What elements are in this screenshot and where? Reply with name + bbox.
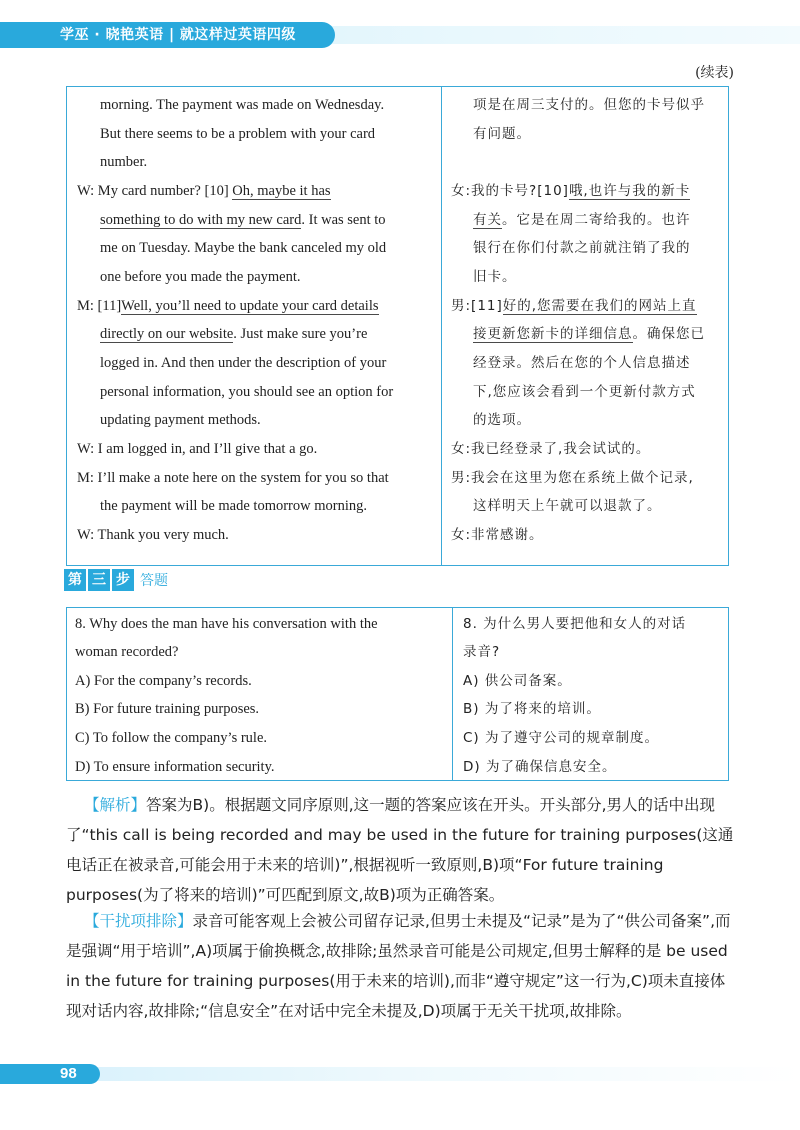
transcript-en-line-text: But there seems to be a problem with your card xyxy=(100,126,376,142)
question-stem-cn: 录音? xyxy=(463,644,501,660)
analysis-paragraph xyxy=(66,790,736,910)
transcript-en-line xyxy=(100,152,147,172)
transcript-en-line xyxy=(100,410,261,430)
question-stem-en: 8. Why does the man have his conversation with the xyxy=(75,616,378,632)
transcript-cn-line-text: 经登录。然后在您的个人信息描述 xyxy=(473,355,691,371)
transcript-en-line xyxy=(100,95,384,115)
book-title: 学巫 · 晓艳英语 | 就这样过英语四级 xyxy=(0,22,335,48)
transcript-cn-line-text: 银行在你们付款之前就注销了我的 xyxy=(473,240,691,256)
transcript-en-line xyxy=(100,238,386,258)
step-label: 答题 xyxy=(140,573,168,589)
transcript-cn-line-text: 旧卡。 xyxy=(473,269,517,285)
transcript-cn-line xyxy=(473,210,691,230)
transcript-en-line xyxy=(77,181,331,201)
transcript-table xyxy=(66,86,729,566)
transcript-cn-line-text: 哦,也许与我的新卡 xyxy=(568,183,691,199)
continued-label: (续表) xyxy=(695,65,734,81)
transcript-en-line xyxy=(100,324,367,344)
answer-option-cn: A) 供公司备案。 xyxy=(463,673,572,689)
transcript-cn-line xyxy=(451,439,650,459)
page-number: 98 xyxy=(0,1064,100,1084)
transcript-cn-line-text: 接更新您新卡的详细信息 xyxy=(473,326,633,342)
step-char: 三 xyxy=(88,569,110,591)
transcript-en-line xyxy=(100,124,375,144)
transcript-en-line-text: morning. The payment was made on Wednesday. xyxy=(100,97,385,113)
transcript-cn-line-text: 。确保您已 xyxy=(632,326,705,342)
analysis-text: 答案为B)。根据题文同序原则,这一题的答案应该在开头。开头部分,男人的话中出现了“this call is being recorded and may be used in the future for training purposes(这通电话正在被录音,可能会用于未来的培训)”,根据视听一致原则,B)项“For future training purposes(为了将来的培训)”可匹配到原文,故B)项为正确答案。 xyxy=(66,796,734,904)
question-stem-cn: 8. 为什么男人要把他和女人的对话 xyxy=(463,616,687,632)
transcript-en-line-text: W: I am logged in, and I’ll give that a go. xyxy=(77,441,318,457)
step-char: 步 xyxy=(112,569,134,591)
transcript-cn-line-text: 有问题。 xyxy=(473,126,531,142)
transcript-cn-line-text: 。它是在周二寄给我的。也许 xyxy=(502,212,691,228)
transcript-en-line-text: personal information, you should see an option for xyxy=(100,384,394,400)
transcript-cn-line-text: 项是在周三支付的。但您的卡号似乎 xyxy=(473,97,705,113)
transcript-en-line-text: . Just make sure you’re xyxy=(233,326,368,342)
transcript-cn-line xyxy=(451,468,694,488)
transcript-en-line-text: the payment will be made tomorrow morning. xyxy=(100,498,367,514)
transcript-cn-line xyxy=(473,353,691,373)
transcript-en-line-text: something to do with my new card xyxy=(100,212,302,228)
transcript-en-line-text: directly on our website xyxy=(100,326,234,342)
transcript-cn-line xyxy=(473,124,531,144)
transcript-en-line xyxy=(100,496,367,516)
footer-band xyxy=(0,1067,800,1081)
distractor-text: 录音可能客观上会被公司留存记录,但男士未提及“记录”是为了“供公司备案”,而是强调“用于培训”,A)项属于偷换概念,故排除;虽然录音可能是公司规定,但男士解释的是 be used in the future for training purposes(用于未来的培训),而非“遵守规定”这一行为,C)项未直接体现对话内容,故排除;“信息安全”在对话中完全未提及,D)项属于无关干扰项,故排除。 xyxy=(66,912,731,1020)
step-char: 第 xyxy=(64,569,86,591)
transcript-en-line-text: Oh, maybe it has xyxy=(232,183,331,199)
transcript-en-line-text: updating payment methods. xyxy=(100,412,261,428)
transcript-cn-line xyxy=(473,382,696,402)
transcript-cn-line xyxy=(473,238,691,258)
answer-option-en: C) To follow the company’s rule. xyxy=(75,730,268,746)
transcript-cn-line xyxy=(451,181,690,201)
transcript-cn-line xyxy=(451,525,544,545)
answer-option-cn: B) 为了将来的培训。 xyxy=(463,701,601,717)
answer-option-cn: D) 为了确保信息安全。 xyxy=(463,759,617,775)
transcript-en-line xyxy=(77,525,229,545)
transcript-cn-line-text: 男:[11] xyxy=(451,298,503,314)
transcript-cn-line xyxy=(473,496,662,516)
column-divider xyxy=(452,608,453,780)
transcript-cn-line-text: 女:我的卡号?[10] xyxy=(451,183,569,199)
answer-option-cn: C) 为了遵守公司的规章制度。 xyxy=(463,730,659,746)
transcript-cn-line xyxy=(451,296,697,316)
transcript-en-line-text: me on Tuesday. Maybe the bank canceled my old xyxy=(100,240,387,256)
transcript-en-line xyxy=(77,439,317,459)
transcript-cn-line-text: 男:我会在这里为您在系统上做个记录, xyxy=(451,470,694,486)
transcript-en-line-text: Well, you’ll need to update your card details xyxy=(121,298,379,314)
transcript-en-line-text: one before you made the payment. xyxy=(100,269,301,285)
transcript-en-line xyxy=(100,353,386,373)
column-divider xyxy=(441,87,442,565)
transcript-en-line-text: W: Thank you very much. xyxy=(77,527,229,543)
transcript-cn-line-text: 下,您应该会看到一个更新付款方式 xyxy=(473,384,696,400)
transcript-en-line-text: . It was sent to xyxy=(301,212,386,228)
analysis-tag: 【解析】 xyxy=(84,796,147,814)
transcript-en-line xyxy=(77,468,389,488)
question-table xyxy=(66,607,729,781)
transcript-en-line xyxy=(100,267,301,287)
transcript-cn-line-text: 的选项。 xyxy=(473,412,531,428)
distractor-paragraph xyxy=(66,906,736,1026)
transcript-en-line-text: W: My card number? [10] xyxy=(77,183,233,199)
transcript-cn-line-text: 有关 xyxy=(473,212,502,228)
transcript-cn-line xyxy=(473,410,531,430)
answer-option-en: A) For the company’s records. xyxy=(75,673,252,689)
transcript-cn-line-text: 女:非常感谢。 xyxy=(451,527,544,543)
answer-option-en: B) For future training purposes. xyxy=(75,701,260,717)
answer-option-en: D) To ensure information security. xyxy=(75,759,275,775)
transcript-en-line-text: logged in. And then under the description of your xyxy=(100,355,387,371)
transcript-en-line-text: M: I’ll make a note here on the system for you so that xyxy=(77,470,389,486)
transcript-en-line xyxy=(100,382,393,402)
transcript-cn-line-text: 女:我已经登录了,我会试试的。 xyxy=(451,441,651,457)
transcript-en-line xyxy=(100,210,386,230)
transcript-cn-line xyxy=(473,95,705,115)
transcript-en-line xyxy=(77,296,379,316)
question-stem-en: woman recorded? xyxy=(75,644,179,660)
transcript-en-line-text: number. xyxy=(100,154,148,170)
transcript-cn-line xyxy=(473,324,705,344)
transcript-cn-line xyxy=(473,267,517,287)
transcript-cn-line-text: 这样明天上午就可以退款了。 xyxy=(473,498,662,514)
transcript-cn-line-text: 好的,您需要在我们的网站上直 xyxy=(502,298,697,314)
distractor-tag: 【干扰项排除】 xyxy=(84,912,193,930)
step-3-header xyxy=(64,567,168,593)
transcript-en-line-text: M: [11] xyxy=(77,298,122,314)
